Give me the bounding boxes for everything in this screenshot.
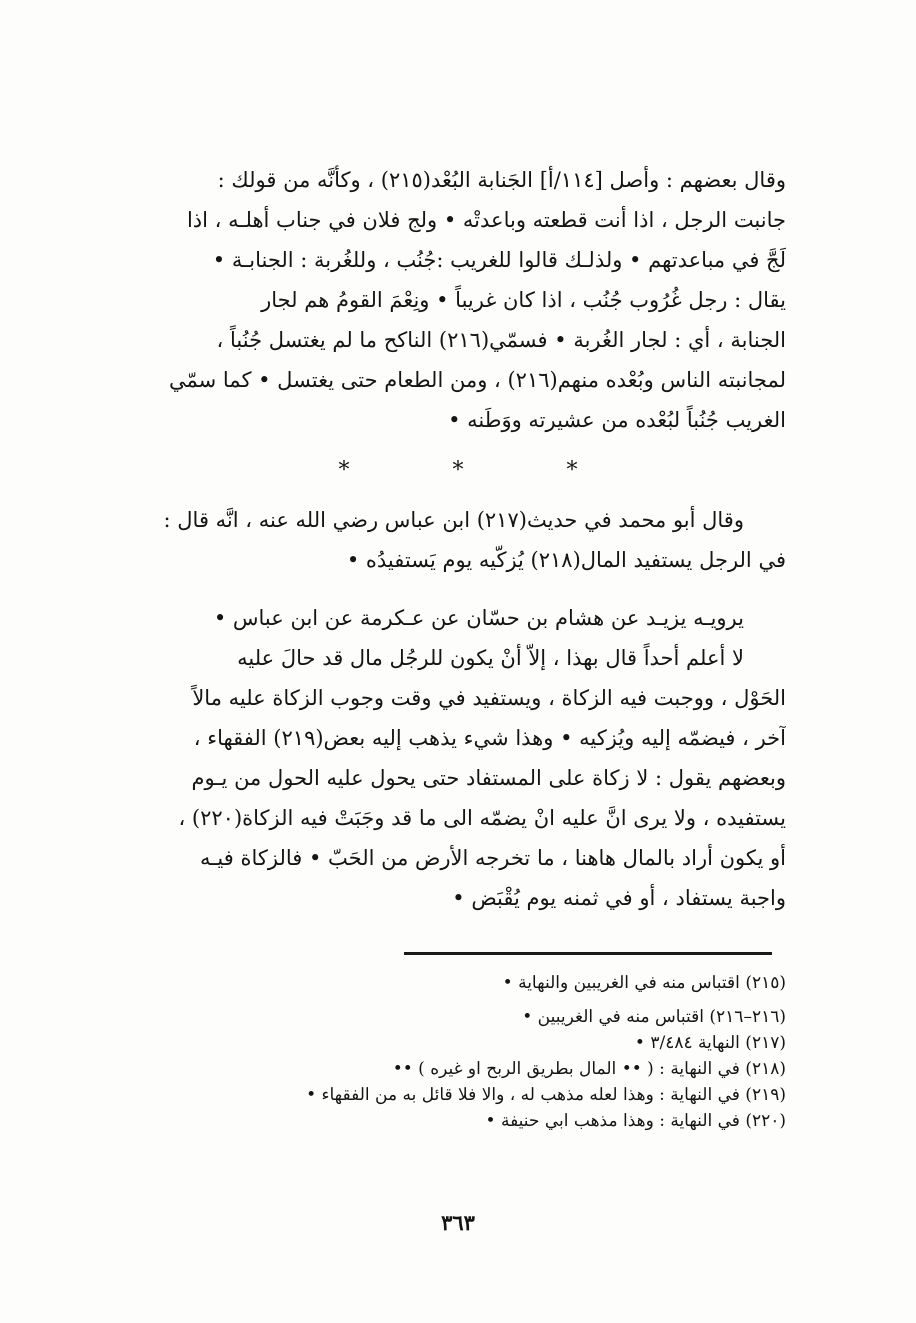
page-number: ٣٦٣: [441, 1210, 475, 1235]
text-line: لمجانبته الناس وبُعْده منهم(٢١٦) ، ومن الطعام حتى يغتسل • كما سمّي: [168, 368, 786, 392]
paragraph-commentary: [108, 598, 786, 918]
paragraph-hadith: [108, 500, 786, 580]
section-separator: * * *: [338, 458, 626, 483]
footnote: (٢١٩) في النهاية : وهذا لعله مذهب له ، والا فلا قائل به من الفقهاء •: [306, 1085, 786, 1105]
text-line: أو يكون أراد بالمال هاهنا ، ما تخرجه الأرض من الحَبّ • فالزكاة فيـه: [200, 846, 786, 870]
paragraph-janaba: [108, 160, 786, 440]
text-line: الغريب جُنُباً لبُعْده من عشيرته ووَطَنه •: [448, 408, 786, 432]
text-line: لا أعلم أحداً قال بهذا ، إلاّ أنْ يكون للرجُل مال قد حالَ عليه: [237, 646, 744, 670]
footnote: (٢١٨) في النهاية : ( •• المال بطريق الربح او غيره ) ••: [392, 1059, 786, 1079]
footnote-divider: [404, 952, 772, 955]
text-line: وبعضهم يقول : لا زكاة على المستفاد حتى يحول عليه الحول من يـوم: [191, 766, 786, 790]
text-line: يقال : رجل غُرُوب جُنُب ، اذا كان غريباً • ونِعْمَ القومُ هم لجار: [261, 288, 786, 312]
text-line: وقال أبو محمد في حديث(٢١٧) ابن عباس رضي الله عنه ، انَّه قال :: [163, 508, 744, 532]
footnote: (٢١٥) اقتباس منه في الغريبين والنهاية •: [502, 973, 786, 993]
text-line: يرويـه يزيـد عن هشام بن حسّان عن عـكرمة عن ابن عباس •: [213, 606, 744, 630]
footnote: (٢١٦–٢١٦) اقتباس منه في الغريبين •: [522, 1007, 786, 1027]
text-line: في الرجل يستفيد المال(٢١٨) يُزكّيه يوم يَستفيدُه •: [346, 548, 786, 572]
text-line: الجنابة ، أي : لجار الغُربة • فسمّي(٢١٦) الناكح ما لم يغتسل جُنُباً ،: [216, 328, 786, 352]
footnote: (٢٢٠) في النهاية : وهذا مذهب ابي حنيفة •: [485, 1111, 786, 1131]
text-line: يستفيده ، ولا يرى انَّ عليه انْ يضمّه الى ما قد وجَبَتْ فيه الزكاة(٢٢٠) ،: [178, 806, 786, 830]
text-line: الحَوْل ، ووجبت فيه الزكاة ، ويستفيد في وقت وجوب الزكاة عليه مالاً: [192, 686, 786, 710]
text-line: وقال بعضهم : وأصل [١١٤/أ] الجَنابة البُعْد(٢١٥) ، وكأنَّه من قولك :: [217, 168, 786, 192]
text-line: واجبة يستفاد ، أو في ثمنه يوم يُقْبَض •: [452, 886, 786, 910]
footnote: (٢١٧) النهاية ٣/٤٨٤ •: [634, 1033, 786, 1053]
text-line: لَجَّ في مباعدتهم • ولذلـك قالوا للغريب :جُنُب ، وللغُربة : الجنابـة •: [212, 248, 786, 272]
text-line: جانبت الرجل ، اذا أنت قطعته وباعدتْه • ولج فلان في جناب أهلـه ، اذا: [186, 208, 786, 232]
text-line: آخر ، فيضمّه إليه ويُزكيه • وهذا شيء يذهب إليه بعض(٢١٩) الفقهاء ،: [193, 726, 786, 750]
footnotes: [120, 970, 786, 1134]
